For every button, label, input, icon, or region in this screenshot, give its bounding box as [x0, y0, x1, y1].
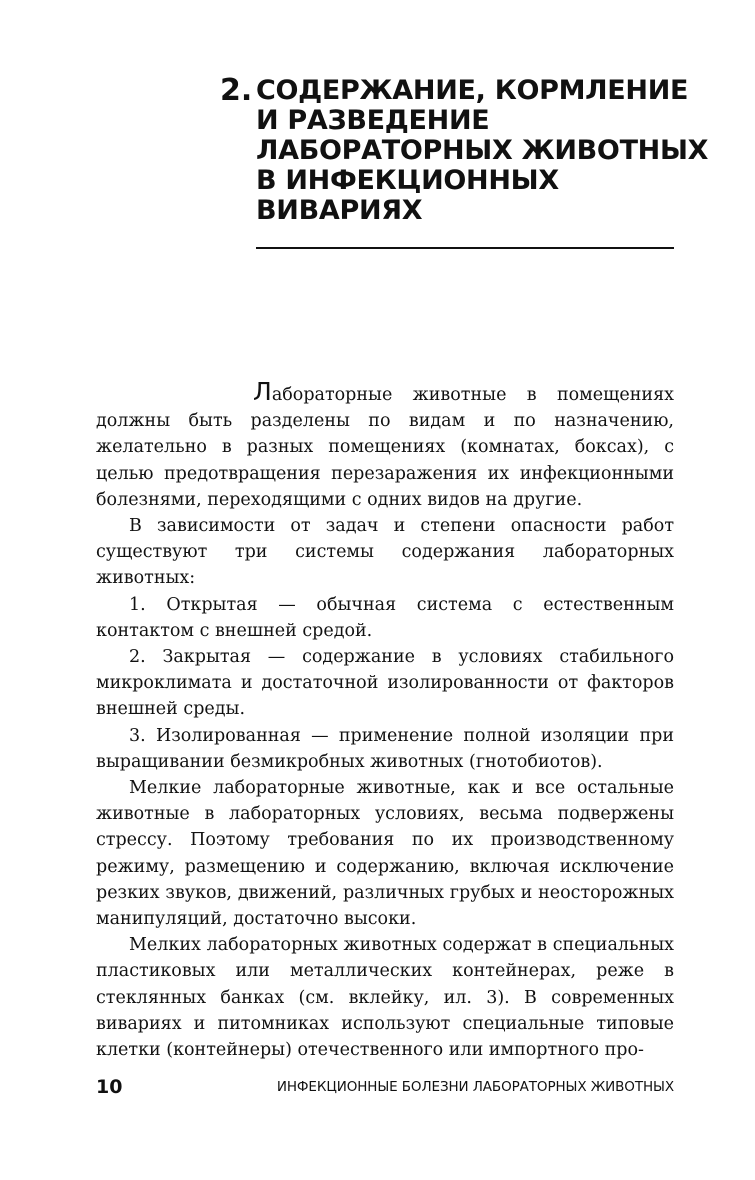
page-footer [96, 1076, 674, 1106]
chapter-heading [220, 73, 709, 226]
paragraph: В зависимости от задач и степени опасности работ существуют три системы содержания лабораторных животных: [96, 516, 674, 589]
paragraph: Мелкие лабораторные животные, как и все остальные животные в лабораторных условиях, весьма подвержены стрессу. Поэтому требования по их производственному режиму, размещению и содержанию, включая исключение резких звуков, движений, различных грубых и неосторожных манипуляций, достаточно высоки. [96, 778, 674, 930]
title-underline [256, 247, 674, 249]
paragraph-text: абораторные животные в помещениях должны быть разделены по видам и по назначению, желательно в разных помещениях (комнатах, боксах), с целью предотвращения перезаражения их инфекционными болезнями, переходящими с одних видов на другие. [96, 385, 674, 510]
chapter-title-line: В ИНФЕКЦИОННЫХ [256, 165, 559, 196]
paragraph [96, 377, 674, 513]
initial-letter: Л [253, 377, 272, 406]
running-head: ИНФЕКЦИОННЫЕ БОЛЕЗНИ ЛАБОРАТОРНЫХ ЖИВОТНЫХ [276, 1079, 674, 1095]
chapter-number: 2. [220, 73, 253, 108]
chapter-title-line: ЛАБОРАТОРНЫХ ЖИВОТНЫХ [256, 135, 709, 166]
list-item-open-system: 1. Открытая — обычная система с естественным контактом с внешней средой. [96, 594, 674, 641]
chapter-title-line: СОДЕРЖАНИЕ, КОРМЛЕНИЕ [256, 75, 689, 106]
chapter-title-line: ВИВАРИЯХ [256, 195, 423, 226]
page-number: 10 [96, 1076, 123, 1098]
paragraph: Мелких лабораторных животных содержат в специальных пластиковых или металлических контейнерах, реже в стеклянных банках (см. вклейку, ил. 3). В современных вивариях и питомниках используют специальные типовые клетки (контейнеры) отечественного или импортного про- [96, 935, 674, 1061]
chapter-title [256, 75, 709, 226]
list-item-isolated-system: 3. Изолированная — применение полной изоляции при выращивании безмикробных животных (гнотобиотов). [96, 725, 674, 772]
list-item-closed-system: 2. Закрытая — содержание в условиях стабильного микроклимата и достаточной изолированности от факторов внешней среды. [96, 647, 674, 720]
chapter-title-line: И РАЗВЕДЕНИЕ [256, 105, 490, 136]
body-text [96, 377, 674, 1063]
